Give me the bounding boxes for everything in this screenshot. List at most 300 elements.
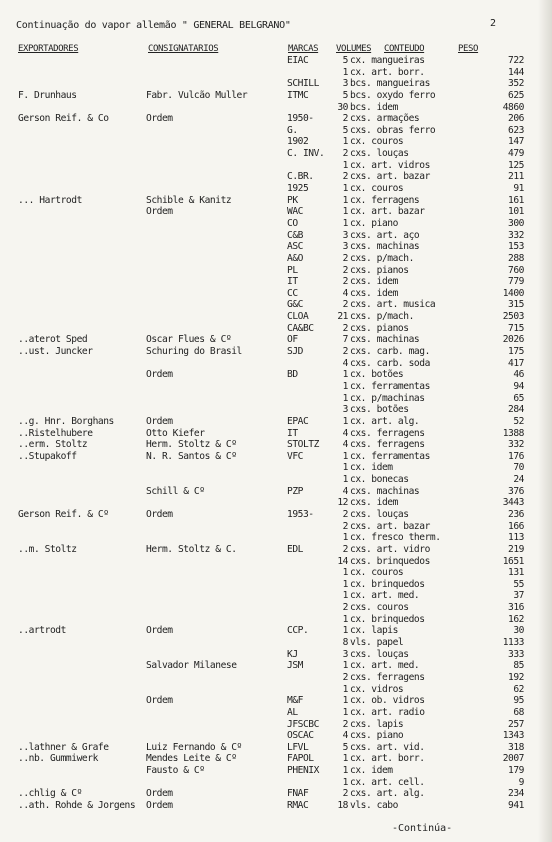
weight-cell: 211 — [508, 171, 524, 183]
consignee-cell: Ordem — [146, 415, 173, 427]
weight-cell: 333 — [508, 648, 524, 660]
content-cell: cx. art. med. — [350, 660, 420, 672]
mark-cell: G. — [287, 124, 298, 136]
content-cell: cx. idem — [350, 765, 393, 777]
volume-cell: 1 — [342, 194, 348, 206]
volume-cell: 14 — [337, 555, 348, 567]
content-cell: cx. art. med. — [350, 590, 420, 602]
table-row — [0, 521, 552, 533]
exporter-cell: Gerson Reif. & Cº — [18, 508, 109, 520]
table-row — [0, 67, 552, 79]
mark-cell: 1902 — [287, 136, 309, 148]
volume-cell: 2 — [342, 171, 348, 183]
content-cell: cx. brinquedos — [350, 613, 425, 625]
content-cell: cx. art. radio — [350, 706, 425, 718]
table-row — [0, 660, 552, 672]
weight-cell: 52 — [513, 415, 524, 427]
content-cell: cx. botões — [350, 369, 404, 381]
content-cell: cxs. carb. mag. — [350, 346, 430, 358]
mark-cell: PHENIX — [287, 765, 319, 777]
weight-cell: 37 — [513, 590, 524, 602]
table-row — [0, 462, 552, 474]
volume-cell: 1 — [342, 683, 348, 695]
table-row — [0, 602, 552, 614]
mark-cell: C.BR. — [287, 171, 314, 183]
volume-cell: 4 — [342, 287, 348, 299]
table-row — [0, 614, 552, 626]
weight-cell: 179 — [508, 765, 524, 777]
content-cell: cx. couros — [350, 567, 404, 579]
weight-cell: 2503 — [502, 311, 524, 323]
weight-cell: 95 — [513, 695, 524, 707]
volume-cell: 1 — [342, 206, 348, 218]
mark-cell: EPAC — [287, 415, 309, 427]
volume-cell: 2 — [342, 602, 348, 614]
mark-cell: JSM — [287, 660, 303, 672]
weight-cell: 113 — [508, 532, 524, 544]
mark-cell: FAPOL — [287, 753, 314, 765]
table-row — [0, 637, 552, 649]
content-cell: cxs. machinas — [350, 241, 420, 253]
table-row — [0, 788, 552, 800]
mark-cell: CLOA — [287, 311, 309, 323]
volume-cell: 1 — [342, 660, 348, 672]
weight-cell: 175 — [508, 346, 524, 358]
page-title: Continuação do vapor allemão " GENERAL BELGRANO" — [16, 20, 291, 31]
volume-cell: 4 — [342, 730, 348, 742]
volume-cell: 2 — [342, 299, 348, 311]
volume-cell: 3 — [342, 404, 348, 416]
volume-cell: 1 — [342, 706, 348, 718]
consignee-cell: Herm. Stoltz & C. — [146, 543, 237, 555]
volume-cell: 2 — [342, 322, 348, 334]
mark-cell: A&O — [287, 252, 303, 264]
mark-cell: CC — [287, 287, 298, 299]
mark-cell: C&B — [287, 229, 303, 241]
weight-cell: 55 — [513, 578, 524, 590]
volume-cell: 1 — [342, 450, 348, 462]
manifest-table — [0, 55, 552, 812]
content-cell: cx. art. bazar — [350, 206, 425, 218]
content-cell: cx. art. alg. — [350, 415, 420, 427]
table-row — [0, 265, 552, 277]
consignee-cell: Ordem — [146, 788, 173, 800]
table-row — [0, 695, 552, 707]
exporter-cell: ..aterot Sped — [18, 334, 88, 346]
mark-cell: CCP. — [287, 625, 309, 637]
exporter-cell: F. Drunhaus — [18, 89, 77, 101]
content-cell: cx. mangueiras — [350, 55, 425, 66]
volume-cell: 2 — [342, 788, 348, 800]
weight-cell: 318 — [508, 741, 524, 753]
weight-cell: 46 — [513, 369, 524, 381]
consignee-cell: Herm. Stoltz & Cº — [146, 439, 237, 451]
table-row — [0, 765, 552, 777]
volume-cell: 1 — [342, 369, 348, 381]
content-cell: cx. lapis — [350, 625, 398, 637]
volume-cell: 18 — [337, 800, 348, 811]
weight-cell: 300 — [508, 217, 524, 229]
table-row — [0, 556, 552, 568]
consignee-cell: Salvador Milanese — [146, 660, 237, 672]
mark-cell: ITMC — [287, 89, 309, 101]
weight-cell: 332 — [508, 229, 524, 241]
exporter-cell: ..m. Stoltz — [18, 543, 77, 555]
consignee-cell: Oscar Flues & Cº — [146, 334, 232, 346]
volume-cell: 1 — [342, 392, 348, 404]
table-row — [0, 428, 552, 440]
volume-cell: 2 — [342, 264, 348, 276]
weight-cell: 722 — [508, 55, 524, 66]
exporter-cell: Gerson Reif. & Co — [18, 113, 109, 125]
weight-cell: 1133 — [502, 637, 524, 649]
table-row — [0, 369, 552, 381]
weight-cell: 1388 — [502, 427, 524, 439]
table-row — [0, 393, 552, 405]
weight-cell: 2026 — [502, 334, 524, 346]
mark-cell: VFC — [287, 450, 303, 462]
mark-cell: AL — [287, 706, 298, 718]
volume-cell: 1 — [342, 765, 348, 777]
consignee-cell: Mendes Leite & Cº — [146, 753, 237, 765]
content-cell: cx. couros — [350, 136, 404, 148]
content-cell: cxs. machinas — [350, 485, 420, 497]
volume-cell: 1 — [342, 532, 348, 544]
table-row — [0, 113, 552, 125]
weight-cell: 206 — [508, 113, 524, 125]
volume-cell: 5 — [342, 741, 348, 753]
consignee-cell: Ordem — [146, 695, 173, 707]
weight-cell: 941 — [508, 800, 524, 811]
mark-cell: STOLTZ — [287, 439, 319, 451]
content-cell: cx. art. vidros — [350, 159, 430, 171]
volume-cell: 1 — [342, 753, 348, 765]
content-cell: cxs. ferragens — [350, 439, 425, 451]
exporter-cell: ..Ristelhubere — [18, 427, 93, 439]
table-row — [0, 148, 552, 160]
weight-cell: 715 — [508, 322, 524, 334]
mark-cell: 1953- — [287, 508, 314, 520]
table-row — [0, 544, 552, 556]
volume-cell: 1 — [342, 217, 348, 229]
mark-cell: FNAF — [287, 788, 309, 800]
mark-cell: BD — [287, 369, 298, 381]
volume-cell: 1 — [342, 136, 348, 148]
table-row — [0, 532, 552, 544]
content-cell: cxs. art. musica — [350, 299, 436, 311]
mark-cell: SJD — [287, 346, 303, 358]
table-row — [0, 672, 552, 684]
content-cell: cxs. ferragens — [350, 427, 425, 439]
weight-cell: 70 — [513, 462, 524, 474]
volume-cell: 12 — [337, 497, 348, 509]
table-row — [0, 241, 552, 253]
weight-cell: 332 — [508, 439, 524, 451]
column-header-weight: PESO — [458, 44, 479, 54]
continuation-note: -Continúa- — [392, 823, 453, 834]
exporter-cell: ..artrodt — [18, 625, 66, 637]
table-row — [0, 439, 552, 451]
volume-cell: 1 — [342, 415, 348, 427]
table-row — [0, 183, 552, 195]
exporter-cell: ..ath. Rohde & Jorgens — [18, 800, 136, 811]
mark-cell: M&F — [287, 695, 303, 707]
weight-cell: 417 — [508, 357, 524, 369]
table-row — [0, 299, 552, 311]
volume-cell: 1 — [342, 613, 348, 625]
table-row — [0, 253, 552, 265]
volume-cell: 2 — [342, 718, 348, 730]
content-cell: cxs. art. aço — [350, 229, 420, 241]
weight-cell: 101 — [508, 206, 524, 218]
table-row — [0, 311, 552, 323]
weight-cell: 30 — [513, 625, 524, 637]
weight-cell: 625 — [508, 89, 524, 101]
consignee-cell: Ordem — [146, 508, 173, 520]
table-row — [0, 323, 552, 335]
table-row — [0, 684, 552, 696]
weight-cell: 176 — [508, 450, 524, 462]
table-row — [0, 276, 552, 288]
weight-cell: 85 — [513, 660, 524, 672]
mark-cell: C. INV. — [287, 148, 325, 160]
weight-cell: 376 — [508, 485, 524, 497]
mark-cell: RMAC — [287, 800, 309, 811]
volume-cell: 5 — [342, 124, 348, 136]
content-cell: cx. vidros — [350, 683, 404, 695]
consignee-cell: Schill & Cº — [146, 485, 205, 497]
mark-cell: KJ — [287, 648, 298, 660]
weight-cell: 315 — [508, 299, 524, 311]
mark-cell: PL — [287, 264, 298, 276]
weight-cell: 236 — [508, 508, 524, 520]
table-row — [0, 334, 552, 346]
weight-cell: 1400 — [502, 287, 524, 299]
weight-cell: 2007 — [502, 753, 524, 765]
table-row — [0, 55, 552, 67]
weight-cell: 352 — [508, 78, 524, 90]
volume-cell: 4 — [342, 485, 348, 497]
table-row — [0, 102, 552, 114]
exporter-cell: ..g. Hnr. Borghans — [18, 415, 114, 427]
volume-cell: 21 — [337, 311, 348, 323]
consignee-cell: Ordem — [146, 113, 173, 125]
table-row — [0, 497, 552, 509]
content-cell: cx. art. borr. — [350, 753, 425, 765]
table-row — [0, 404, 552, 416]
table-row — [0, 358, 552, 370]
exporter-cell: ..chlig & Cº — [18, 788, 82, 800]
table-row — [0, 625, 552, 637]
volume-cell: 1 — [342, 776, 348, 788]
content-cell: cxs. brinquedos — [350, 555, 430, 567]
volume-cell: 2 — [342, 346, 348, 358]
content-cell: cx. idem — [350, 462, 393, 474]
content-cell: cx. ferramentas — [350, 380, 430, 392]
exporter-cell: ..lathner & Grafe — [18, 741, 109, 753]
weight-cell: 144 — [508, 66, 524, 78]
volume-cell: 7 — [342, 334, 348, 346]
weight-cell: 62 — [513, 683, 524, 695]
consignee-cell: Ordem — [146, 206, 173, 218]
table-row — [0, 160, 552, 172]
volume-cell: 3 — [342, 229, 348, 241]
volume-cell: 1 — [342, 578, 348, 590]
volume-cell: 5 — [342, 55, 348, 66]
exporter-cell: ..Stupakoff — [18, 450, 77, 462]
content-cell: cxs. carb. soda — [350, 357, 430, 369]
weight-cell: 192 — [508, 671, 524, 683]
content-cell: cx. bonecas — [350, 474, 409, 486]
table-row — [0, 381, 552, 393]
weight-cell: 94 — [513, 380, 524, 392]
volume-cell: 3 — [342, 241, 348, 253]
mark-cell: 1950- — [287, 113, 314, 125]
weight-cell: 623 — [508, 124, 524, 136]
weight-cell: 257 — [508, 718, 524, 730]
weight-cell: 779 — [508, 276, 524, 288]
table-row — [0, 125, 552, 137]
content-cell: cxs. pianos — [350, 322, 409, 334]
content-cell: cxs. obras ferro — [350, 124, 436, 136]
mark-cell: CO — [287, 217, 298, 229]
weight-cell: 4860 — [502, 101, 524, 113]
table-row — [0, 579, 552, 591]
content-cell: cxs. ferragens — [350, 671, 425, 683]
exporter-cell: ..nb. Gummiwerk — [18, 753, 98, 765]
consignee-cell: Ordem — [146, 369, 173, 381]
volume-cell: 2 — [342, 252, 348, 264]
volume-cell: 3 — [342, 78, 348, 90]
volume-cell: 1 — [342, 590, 348, 602]
mark-cell: G&C — [287, 299, 303, 311]
mark-cell: PZP — [287, 485, 303, 497]
table-row — [0, 206, 552, 218]
weight-cell: 234 — [508, 788, 524, 800]
consignee-cell: Fabr. Vulcão Muller — [146, 89, 248, 101]
table-row — [0, 730, 552, 742]
volume-cell: 4 — [342, 357, 348, 369]
content-cell: vls. cabo — [350, 800, 398, 811]
weight-cell: 153 — [508, 241, 524, 253]
volume-cell: 8 — [342, 637, 348, 649]
volume-cell: 4 — [342, 427, 348, 439]
mark-cell: WAC — [287, 206, 303, 218]
consignee-cell: Ordem — [146, 800, 173, 811]
content-cell: cxs. art. alg. — [350, 788, 425, 800]
column-header-volumes: VOLUMES — [336, 44, 372, 54]
volume-cell: 1 — [342, 625, 348, 637]
volume-cell: 1 — [342, 567, 348, 579]
weight-cell: 68 — [513, 706, 524, 718]
content-cell: cxs. louças — [350, 508, 409, 520]
volume-cell: 1 — [342, 695, 348, 707]
volume-cell: 2 — [342, 671, 348, 683]
weight-cell: 219 — [508, 543, 524, 555]
volume-cell: 5 — [342, 89, 348, 101]
consignee-cell: N. R. Santos & Cº — [146, 450, 237, 462]
content-cell: cxs. louças — [350, 148, 409, 160]
table-row — [0, 195, 552, 207]
weight-cell: 479 — [508, 148, 524, 160]
exporter-cell: ... Hartrodt — [18, 194, 82, 206]
weight-cell: 162 — [508, 613, 524, 625]
content-cell: cx. fresco therm. — [350, 532, 441, 544]
content-cell: cx. p/machinas — [350, 392, 425, 404]
table-row — [0, 171, 552, 183]
content-cell: cx. piano — [350, 217, 398, 229]
consignee-cell: Schible & Kanitz — [146, 194, 232, 206]
content-cell: cxs. art. vidro — [350, 543, 430, 555]
mark-cell: LFVL — [287, 741, 309, 753]
volume-cell: 4 — [342, 439, 348, 451]
volume-cell: 2 — [342, 276, 348, 288]
mark-cell: 1925 — [287, 183, 309, 195]
weight-cell: 760 — [508, 264, 524, 276]
weight-cell: 166 — [508, 520, 524, 532]
table-row — [0, 777, 552, 789]
mark-cell: OF — [287, 334, 298, 346]
content-cell: bcs. mangueiras — [350, 78, 430, 90]
mark-cell: OSCAC — [287, 730, 314, 742]
content-cell: cxs. botões — [350, 404, 409, 416]
content-cell: cxs. pianos — [350, 264, 409, 276]
weight-cell: 131 — [508, 567, 524, 579]
column-header-marks: MARCAS — [288, 44, 319, 54]
content-cell: cxs. p/mach. — [350, 252, 414, 264]
content-cell: cx. brinquedos — [350, 578, 425, 590]
mark-cell: ASC — [287, 241, 303, 253]
consignee-cell: Luiz Fernando & Cº — [146, 741, 242, 753]
volume-cell: 1 — [342, 66, 348, 78]
content-cell: bcs. idem — [350, 101, 398, 113]
consignee-cell: Fausto & Cº — [146, 765, 205, 777]
table-row — [0, 90, 552, 102]
column-header-consignees: CONSIGNATARIOS — [148, 44, 219, 54]
volume-cell: 2 — [342, 508, 348, 520]
volume-cell: 1 — [342, 380, 348, 392]
consignee-cell: Schuring do Brasil — [146, 346, 242, 358]
mark-cell: EDL — [287, 543, 303, 555]
content-cell: cx. ferragens — [350, 194, 420, 206]
content-cell: cxs. couros — [350, 602, 409, 614]
table-row — [0, 486, 552, 498]
table-row — [0, 451, 552, 463]
table-row — [0, 800, 552, 812]
table-row — [0, 230, 552, 242]
consignee-cell: Ordem — [146, 625, 173, 637]
volume-cell: 30 — [337, 101, 348, 113]
content-cell: cx. ob. vidros — [350, 695, 425, 707]
volume-cell: 2 — [342, 543, 348, 555]
mark-cell: PK — [287, 194, 298, 206]
weight-cell: 24 — [513, 474, 524, 486]
content-cell: cxs. armações — [350, 113, 420, 125]
weight-cell: 1343 — [502, 730, 524, 742]
weight-cell: 1651 — [502, 555, 524, 567]
content-cell: cx. couros — [350, 183, 404, 195]
weight-cell: 91 — [513, 183, 524, 195]
mark-cell: JFSCBC — [287, 718, 319, 730]
content-cell: cx. art. cell. — [350, 776, 425, 788]
table-row — [0, 753, 552, 765]
table-row — [0, 649, 552, 661]
content-cell: cx. ferramentas — [350, 450, 430, 462]
content-cell: cxs. machinas — [350, 334, 420, 346]
content-cell: cx. art. borr. — [350, 66, 425, 78]
table-row — [0, 474, 552, 486]
content-cell: cxs. louças — [350, 648, 409, 660]
